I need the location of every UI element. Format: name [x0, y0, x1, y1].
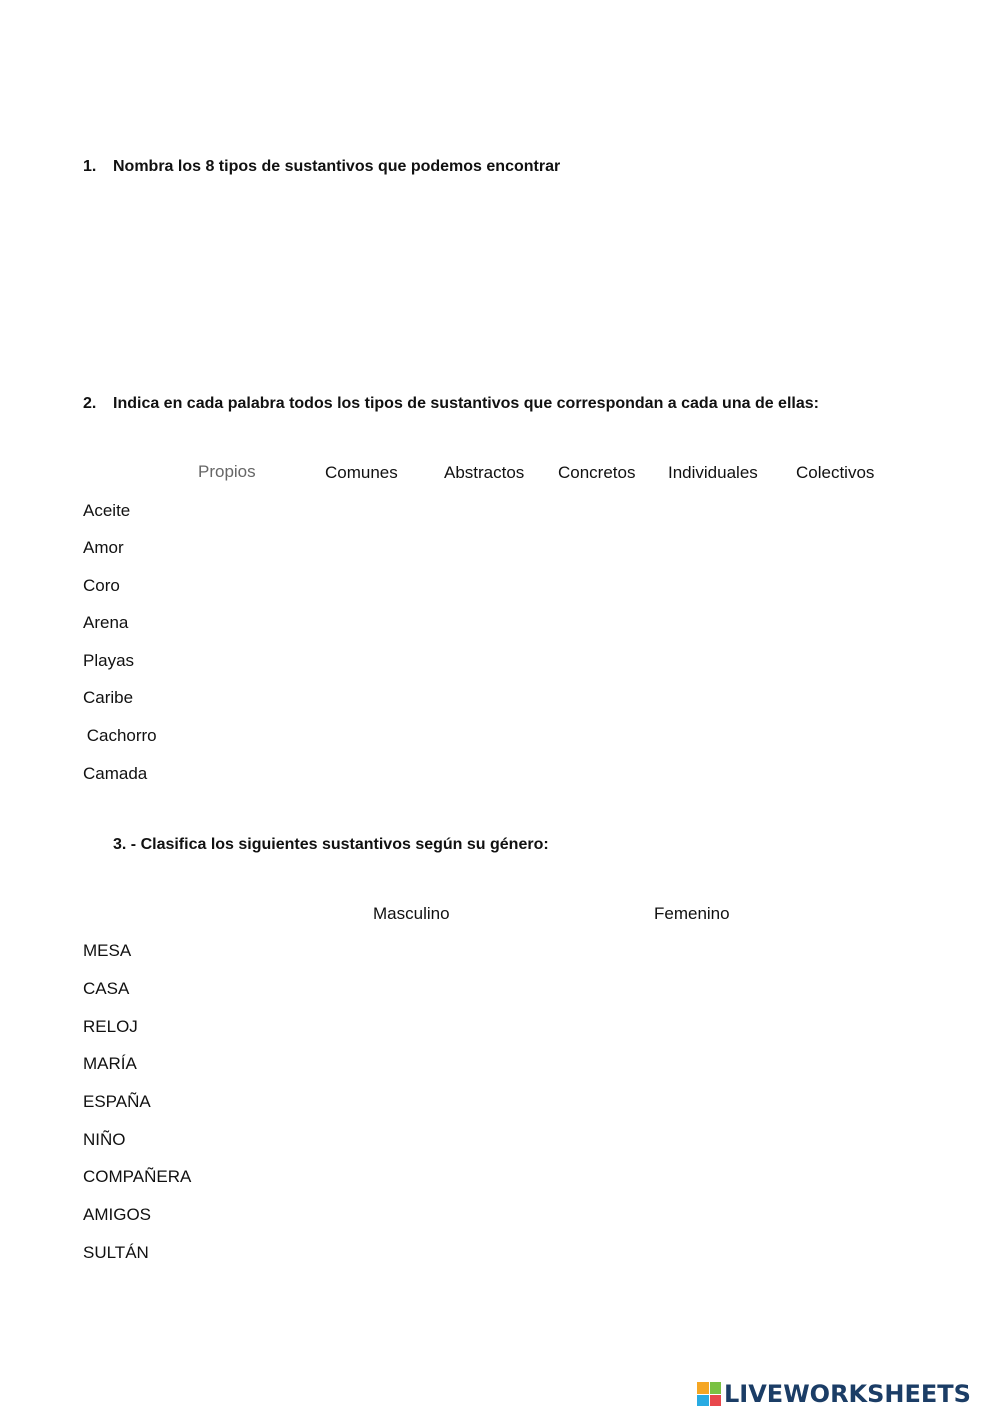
- word-row-label: Aceite: [83, 501, 131, 520]
- logo-square-4: [710, 1395, 722, 1407]
- question-2-text: Indica en cada palabra todos los tipos de sustantivos que correspondan a cada una de ellas:: [113, 395, 819, 412]
- logo-square-2: [710, 1382, 722, 1394]
- column-header-femenino: Femenino: [654, 904, 730, 923]
- question-1-text: Nombra los 8 tipos de sustantivos que podemos encontrar: [113, 158, 561, 175]
- question-1-heading: [83, 158, 560, 176]
- word-row-label: RELOJ: [83, 1017, 138, 1036]
- question-2-number: 2.: [83, 395, 97, 412]
- column-header-abstractos: Abstractos: [444, 463, 525, 482]
- word-row-label: COMPAÑERA: [83, 1167, 192, 1186]
- column-header-comunes: Comunes: [325, 463, 398, 482]
- word-row-label: MARÍA: [83, 1054, 137, 1073]
- word-row-label: Arena: [83, 613, 129, 632]
- column-header-colectivos: Colectivos: [796, 463, 875, 482]
- word-row-label: Playas: [83, 651, 135, 670]
- column-header-individuales: Individuales: [668, 463, 758, 482]
- word-row-label: Cachorro: [82, 726, 157, 745]
- word-row-label: Caribe: [83, 688, 134, 707]
- logo-square-1: [697, 1382, 709, 1394]
- word-row-label: Amor: [83, 538, 124, 557]
- word-row-label: ESPAÑA: [83, 1092, 151, 1111]
- word-row-label: Coro: [83, 576, 120, 595]
- question-2-heading: [83, 395, 819, 413]
- word-row-label: NIÑO: [83, 1130, 126, 1149]
- question-3-heading: 3. - Clasifica los siguientes sustantivos según su género:: [113, 836, 549, 853]
- word-row-label: AMIGOS: [83, 1205, 152, 1224]
- logo-square-3: [697, 1395, 709, 1407]
- liveworksheets-logo-icon: [697, 1382, 721, 1406]
- column-header-concretos: Concretos: [558, 463, 636, 482]
- word-row-label: Camada: [83, 764, 148, 783]
- word-row-label: MESA: [83, 941, 132, 960]
- word-row-label: SULTÁN: [83, 1243, 149, 1262]
- question-1-number: 1.: [83, 158, 97, 175]
- liveworksheets-logo: [697, 1378, 971, 1410]
- column-header-propios: Propios: [198, 462, 256, 481]
- word-row-label: CASA: [83, 979, 130, 998]
- liveworksheets-logo-text: LIVEWORKSHEETS: [724, 1380, 971, 1408]
- column-header-masculino: Masculino: [373, 904, 450, 923]
